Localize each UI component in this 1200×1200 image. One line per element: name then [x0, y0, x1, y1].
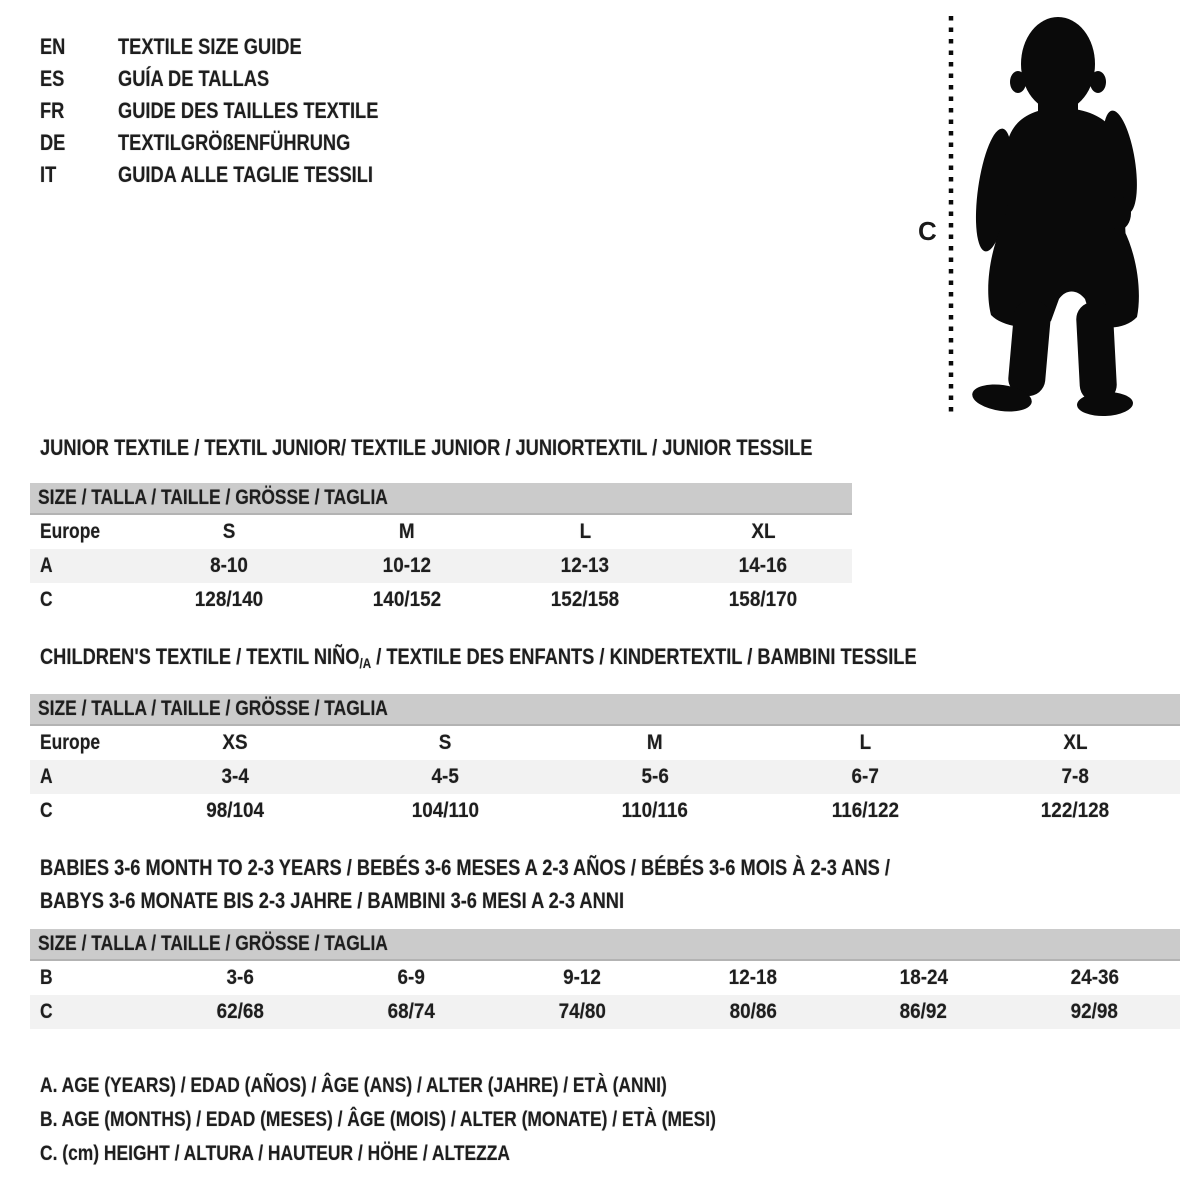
language-label: TEXTILGRÖßENFÜHRUNG [118, 130, 351, 155]
row-label: A [40, 554, 53, 577]
legend-line-b: B. AGE (MONTHS) / EDAD (MESES) / ÂGE (MOIS) / ALTER (MONATE) / ETÀ (MESI) [40, 1108, 716, 1131]
junior-row-europe [30, 514, 852, 549]
size-cell: 18-24 [899, 966, 948, 989]
size-cell: M [399, 520, 415, 543]
babies-section-title: BABIES 3-6 MONTH TO 2-3 YEARS / BEBÉS 3-6 MESES A 2-3 AÑOS / BÉBÉS 3-6 MOIS À 2-3 ANS / BABYS 3-6 MONATE BIS 2-3 JAHRE / BAMBINI 3-6 MESI A 2-3 ANNI [40, 855, 890, 913]
children-row-europe [30, 725, 1180, 760]
size-cell: 104/110 [411, 799, 479, 822]
language-code: IT [40, 162, 57, 187]
babies-row-height [30, 995, 1180, 1029]
size-cell: 98/104 [206, 799, 264, 822]
junior-size-table [30, 483, 852, 617]
height-measure-label: C [918, 216, 937, 246]
language-label: TEXTILE SIZE GUIDE [118, 34, 302, 59]
row-label: Europe [40, 520, 101, 543]
size-header-label: SIZE / TALLA / TAILLE / GRÖSSE / TAGLIA [38, 697, 388, 720]
size-cell: 152/158 [550, 588, 620, 611]
language-label: GUIDE DES TAILLES TEXTILE [118, 98, 379, 123]
junior-row-height [30, 583, 852, 617]
language-list [40, 31, 432, 191]
size-cell: 12-13 [560, 554, 610, 577]
size-cell: 6-9 [397, 966, 425, 989]
language-row-en [40, 31, 432, 63]
language-code: ES [40, 66, 65, 91]
size-cell: XS [222, 731, 248, 754]
size-cell: XL [750, 520, 776, 543]
size-cell: L [859, 731, 871, 754]
toddler-body-shape [970, 17, 1143, 417]
size-cell: 92/98 [1070, 1000, 1119, 1023]
size-cell: 116/122 [831, 799, 899, 822]
size-cell: 4-5 [431, 765, 459, 788]
size-cell: 74/80 [558, 1000, 606, 1023]
language-code: FR [40, 98, 65, 123]
children-size-table [30, 694, 1180, 828]
size-cell: M [647, 731, 663, 754]
size-cell: 6-7 [851, 765, 879, 788]
size-cell: 9-12 [563, 966, 601, 989]
language-row-de [40, 127, 432, 159]
language-row-fr [40, 95, 432, 127]
size-cell: 80/86 [729, 1000, 777, 1023]
size-cell: L [579, 520, 591, 543]
size-cell: 24-36 [1070, 966, 1119, 989]
size-header-label: SIZE / TALLA / TAILLE / GRÖSSE / TAGLIA [38, 486, 388, 509]
row-label: C [40, 799, 53, 822]
row-label: A [40, 765, 53, 788]
babies-size-table [30, 929, 1180, 1029]
size-cell: 3-4 [221, 765, 249, 788]
row-label: C [40, 588, 53, 611]
size-cell: XL [1062, 731, 1088, 754]
junior-row-age [30, 549, 852, 583]
table-header-row [30, 929, 1180, 960]
size-cell: 128/140 [194, 588, 264, 611]
toddler-silhouette-icon [890, 0, 1200, 430]
size-cell: 86/92 [900, 1000, 948, 1023]
language-label: GUÍA DE TALLAS [118, 66, 270, 91]
language-code: DE [40, 130, 66, 155]
size-cell: 122/128 [1040, 799, 1110, 822]
junior-section-title: JUNIOR TEXTILE / TEXTIL JUNIOR/ TEXTILE JUNIOR / JUNIORTEXTIL / JUNIOR TESSILE [40, 435, 813, 460]
size-cell: 62/68 [216, 1000, 265, 1023]
legend-line-c: C. (cm) HEIGHT / ALTURA / HAUTEUR / HÖHE / ALTEZZA [40, 1142, 510, 1165]
size-cell: S [438, 731, 452, 754]
size-cell: 12-18 [728, 966, 778, 989]
nino-a-subscript: /A [359, 655, 372, 671]
size-cell: 10-12 [382, 554, 432, 577]
size-header-label: SIZE / TALLA / TAILLE / GRÖSSE / TAGLIA [38, 932, 388, 955]
language-row-es [40, 63, 432, 95]
children-row-height [30, 794, 1180, 828]
size-cell: 68/74 [387, 1000, 435, 1023]
language-row-it [40, 159, 432, 191]
language-code: EN [40, 34, 66, 59]
table-header-row [30, 694, 1180, 725]
babies-row-months [30, 960, 1180, 995]
table-header-row [30, 483, 852, 514]
row-label: B [40, 966, 53, 989]
row-label: C [40, 1000, 53, 1023]
size-cell: S [222, 520, 236, 543]
children-row-age [30, 760, 1180, 794]
size-cell: 5-6 [641, 765, 669, 788]
size-cell: 140/152 [372, 588, 442, 611]
language-label: GUIDA ALLE TAGLIE TESSILI [118, 162, 373, 187]
children-section-title: CHILDREN'S TEXTILE / TEXTIL $NIÑO_{/A}$ / TEXTILE DES ENFANTS / KINDERTEXTIL / BAMBINI TESSILE [40, 644, 917, 671]
legend-line-a: A. AGE (YEARS) / EDAD (AÑOS) / ÂGE (ANS) / ALTER (JAHRE) / ETÀ (ANNI) [40, 1074, 667, 1097]
row-label: Europe [40, 731, 101, 754]
size-cell: 7-8 [1061, 765, 1089, 788]
size-cell: 14-16 [738, 554, 788, 577]
legend [40, 1069, 854, 1171]
size-cell: 158/170 [728, 588, 798, 611]
size-cell: 8-10 [210, 554, 248, 577]
size-guide-figure [890, 0, 1200, 430]
size-cell: 110/116 [621, 799, 689, 822]
size-cell: 3-6 [226, 966, 255, 989]
